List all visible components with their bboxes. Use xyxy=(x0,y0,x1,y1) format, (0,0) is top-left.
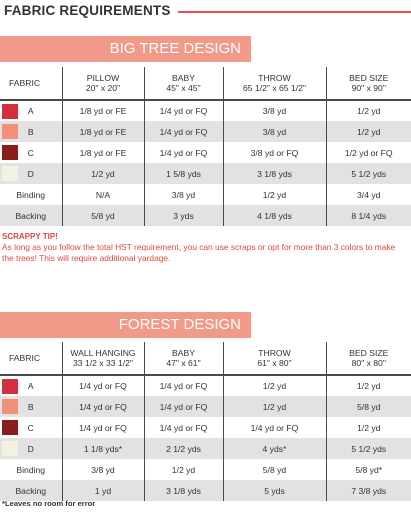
fabric-cell xyxy=(0,417,62,438)
yardage-cell: 1/8 yd or FE xyxy=(62,142,144,163)
yardage-cell: 1/2 yd xyxy=(326,100,411,121)
fabric-swatch xyxy=(2,441,18,456)
yardage-cell: 3 1/8 yds xyxy=(223,163,326,184)
fabric-cell xyxy=(0,100,62,121)
column-header-baby: BABY 45" x 45" xyxy=(144,67,223,100)
yardage-cell: 1/4 yd or FQ xyxy=(62,375,144,396)
yardage-cell: 1/4 yd or FQ xyxy=(62,396,144,417)
fabric-swatch xyxy=(2,145,18,160)
column-header-fabric: FABRIC xyxy=(0,342,62,375)
fabric-cell xyxy=(0,163,62,184)
yardage-cell: 3 1/8 yds xyxy=(144,480,223,501)
yardage-cell: 1/2 yd xyxy=(326,417,411,438)
yardage-cell: 1/4 yd or FQ xyxy=(144,417,223,438)
yardage-cell: 5 1/2 yds xyxy=(326,163,411,184)
fabric-swatch xyxy=(2,420,18,435)
table-row xyxy=(0,438,411,459)
fabric-label: B xyxy=(27,126,34,137)
fabric-cell xyxy=(0,459,62,480)
table-row xyxy=(0,121,411,142)
yardage-cell: 1 5/8 yds xyxy=(144,163,223,184)
yardage-cell: 3/4 yd xyxy=(326,184,411,205)
yardage-cell: 1/4 yd or FQ xyxy=(144,375,223,396)
fabric-swatch xyxy=(2,379,18,394)
yardage-cell: 3/8 yd xyxy=(223,100,326,121)
yardage-cell: 1 1/8 yds* xyxy=(62,438,144,459)
yardage-cell: 8 1/4 yds xyxy=(326,205,411,226)
yardage-cell: 3/8 yd xyxy=(62,459,144,480)
yardage-cell: 5/8 yd xyxy=(62,205,144,226)
yardage-cell: 3/8 yd or FQ xyxy=(223,142,326,163)
yardage-cell: 2 1/2 yds xyxy=(144,438,223,459)
table-row xyxy=(0,205,411,226)
fabric-cell xyxy=(0,375,62,396)
yardage-cell: 1/2 yd xyxy=(223,375,326,396)
yardage-cell: 4 1/8 yds xyxy=(223,205,326,226)
big-tree-table xyxy=(0,67,411,226)
column-header-wall-hanging: WALL HANGING 33 1/2 x 33 1/2" xyxy=(62,342,144,375)
column-header-bed-size: BED SIZE 90" x 90" xyxy=(326,67,411,100)
fabric-label: B xyxy=(27,401,34,412)
yardage-cell: 1/4 yd or FQ xyxy=(144,396,223,417)
fabric-cell xyxy=(0,480,62,501)
yardage-cell: 1/2 yd xyxy=(144,459,223,480)
yardage-cell: 1/8 yd or FE xyxy=(62,100,144,121)
yardage-cell: 1 yd xyxy=(62,480,144,501)
yardage-cell: 1/2 yd xyxy=(223,184,326,205)
yardage-cell: 3/8 yd xyxy=(223,121,326,142)
yardage-cell: 1/4 yd or FQ xyxy=(223,417,326,438)
fabric-swatch xyxy=(2,399,18,414)
yardage-cell: N/A xyxy=(62,184,144,205)
fabric-swatch xyxy=(2,124,18,139)
yardage-cell: 1/8 yd or FE xyxy=(62,121,144,142)
title-rule xyxy=(178,11,411,13)
table-row xyxy=(0,184,411,205)
table-header-row xyxy=(0,67,411,100)
yardage-cell: 1/2 yd xyxy=(326,121,411,142)
fabric-label: C xyxy=(27,147,34,158)
column-header-throw: THROW 61" x 80" xyxy=(223,342,326,375)
yardage-cell: 5 yds xyxy=(223,480,326,501)
fabric-cell xyxy=(0,142,62,163)
column-header-baby: BABY 47" x 61" xyxy=(144,342,223,375)
yardage-cell: 7 3/8 yds xyxy=(326,480,411,501)
table-row xyxy=(0,480,411,501)
column-header-bed-size: BED SIZE 80" x 80" xyxy=(326,342,411,375)
yardage-cell: 1/2 yd xyxy=(326,375,411,396)
yardage-cell: 1/4 yd or FQ xyxy=(144,121,223,142)
fabric-swatch xyxy=(2,104,18,119)
column-header-throw: THROW 65 1/2" x 65 1/2" xyxy=(223,67,326,100)
table-row xyxy=(0,459,411,480)
big-tree-banner: BIG TREE DESIGN xyxy=(0,36,251,62)
fabric-cell xyxy=(0,396,62,417)
fabric-label: C xyxy=(27,422,34,433)
fabric-cell xyxy=(0,438,62,459)
fabric-label: Binding xyxy=(16,464,46,475)
fabric-label: A xyxy=(27,106,34,116)
fabric-cell xyxy=(0,184,62,205)
fabric-label: A xyxy=(27,381,34,391)
table-row xyxy=(0,142,411,163)
fabric-cell xyxy=(0,121,62,142)
yardage-cell: 1/2 yd xyxy=(223,396,326,417)
fabric-swatch xyxy=(2,166,18,181)
yardage-cell: 1/2 yd xyxy=(62,163,144,184)
fabric-label: D xyxy=(27,443,34,454)
yardage-cell: 1/4 yd or FQ xyxy=(62,417,144,438)
table-row xyxy=(0,396,411,417)
forest-table xyxy=(0,342,411,501)
yardage-cell: 5/8 yd* xyxy=(326,459,411,480)
yardage-cell: 3/8 yd xyxy=(144,184,223,205)
tip-text: As long as you follow the total HST requirement, you can use scraps or opt for more than 3 colors to make the trees! This will require additional yardage. xyxy=(2,242,396,263)
fabric-label: Binding xyxy=(16,189,46,200)
yardage-cell: 4 yds* xyxy=(223,438,326,459)
column-header-fabric: FABRIC xyxy=(0,67,62,100)
yardage-cell: 1/4 yd or FQ xyxy=(144,100,223,121)
yardage-cell: 5 1/2 yds xyxy=(326,438,411,459)
fabric-label: Backing xyxy=(15,210,47,221)
table-row xyxy=(0,100,411,121)
tip-heading: SCRAPPY TIP! xyxy=(2,232,58,241)
yardage-cell: 5/8 yd xyxy=(326,396,411,417)
forest-banner: FOREST DESIGN xyxy=(0,312,251,338)
table-header-row xyxy=(0,342,411,375)
footnote: *Leaves no room for error xyxy=(2,499,96,508)
fabric-cell xyxy=(0,205,62,226)
page-title: FABRIC REQUIREMENTS xyxy=(4,3,171,18)
table-row xyxy=(0,375,411,396)
fabric-label: D xyxy=(27,168,34,179)
yardage-cell: 5/8 yd xyxy=(223,459,326,480)
yardage-cell: 1/2 yd or FQ xyxy=(326,142,411,163)
yardage-cell: 3 yds xyxy=(144,205,223,226)
table-row xyxy=(0,417,411,438)
column-header-pillow: PILLOW 20" x 20" xyxy=(62,67,144,100)
table-row xyxy=(0,163,411,184)
fabric-label: Backing xyxy=(15,485,47,496)
yardage-cell: 1/4 yd or FQ xyxy=(144,142,223,163)
